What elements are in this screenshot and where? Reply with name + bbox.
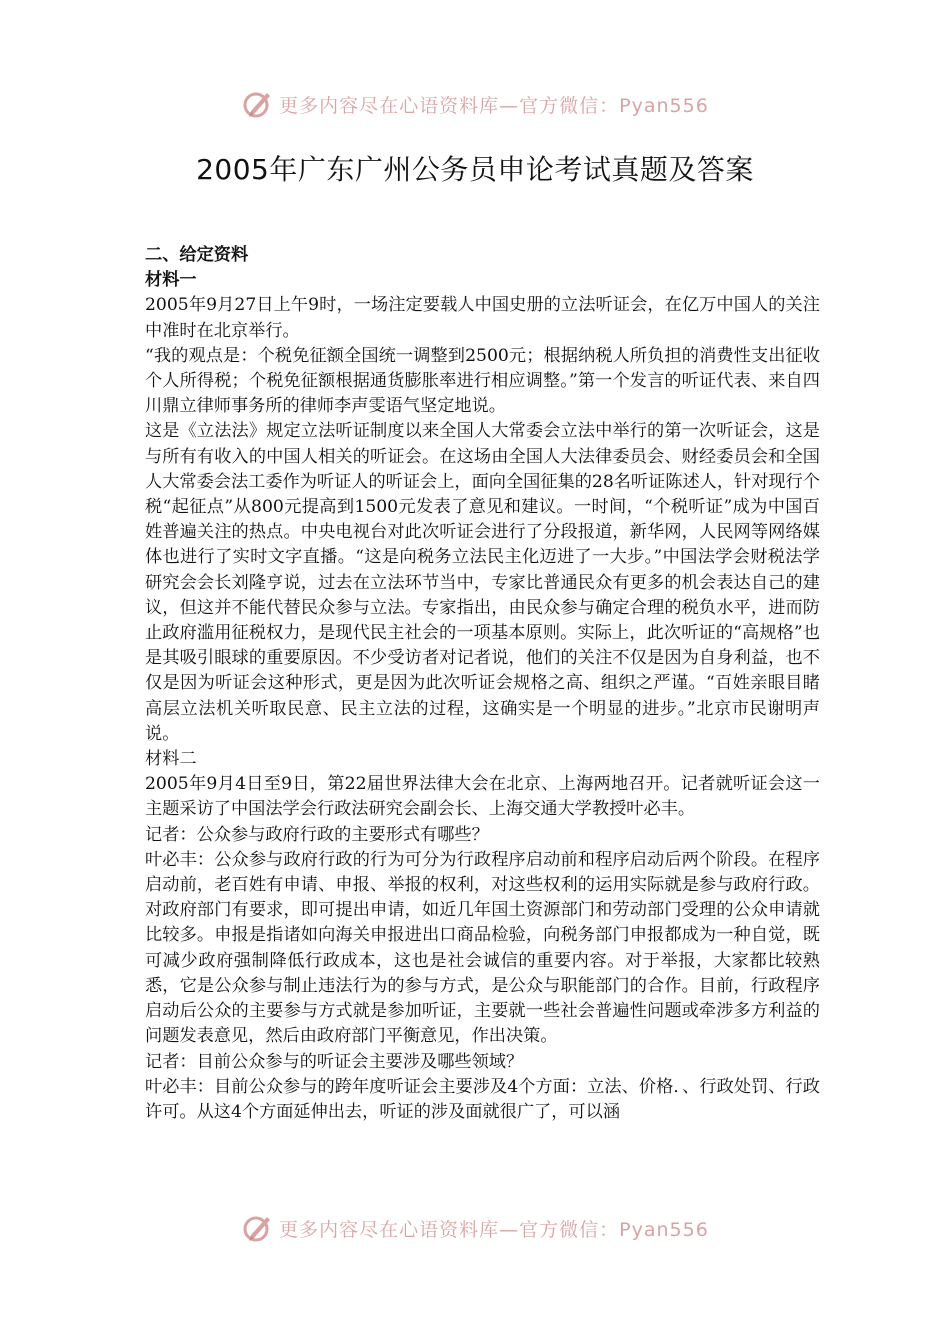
paragraph: 2005年9月27日上午9时，一场注定要载人中国史册的立法听证会，在亿万中国人的关注中准时在北京举行。 (145, 295, 820, 341)
paragraph: 2005年9月4日至9日，第22届世界法律大会在北京、上海两地召开。记者就听证会这一主题采访了中国法学会行政法研究会副会长、上海交通大学教授叶必丰。 (145, 774, 820, 820)
paragraph: 叶必丰：目前公众参与的跨年度听证会主要涉及4个方面：立法、价格．、行政处罚、行政许可。从这4个方面延伸出去，听证的涉及面就很广了，可以涵 (145, 1076, 820, 1122)
paragraph: “我的观点是：个税免征额全国统一调整到2500元；根据纳税人所负担的消费性支出征收个人所得税；个税免征额根据通货膨胀率进行相应调整。”第一个发言的听证代表、来自四川鼎立律师事务所的律师李声雯语气坚定地说。 (145, 345, 820, 417)
material-2-heading: 材料二 (145, 749, 197, 770)
document-body (145, 243, 820, 1125)
banner-text: 更多内容尽在心语资料库—官方微信：Pyan556 (279, 94, 709, 117)
pen-logo-icon (241, 87, 275, 121)
header-banner (0, 84, 950, 124)
section-heading: 二、给定资料 (145, 245, 249, 265)
paragraph: 这是《立法法》规定立法听证制度以来全国人大常委会立法中举行的第一次听证会，这是与所有有收入的中国人相关的听证会。在这场由全国人大法律委员会、财经委员会和全国人大常委会法工委作为听证人的听证会上，面向全国征集的28名听证陈述人，针对现行个税“起征点”从800元提高到1500元发表了意见和建议。一时间，“个税听证”成为中国百姓普遍关注的热点。中央电视台对此次听证会进行了分段报道，新华网，人民网等网络媒体也进行了实时文字直播。“这是向税务立法民主化迈进了一大步。”中国法学会财税法学研究会会长刘隆亨说，过去在立法环节当中，专家比普通民众有更多的机会表达自己的建议，但这并不能代替民众参与立法。专家指出，由民众参与确定合理的税负水平，进而防止政府滥用征税权力，是现代民主社会的一项基本原则。实际上，此次听证的“高规格”也是其吸引眼球的重要原因。不少受访者对记者说，他们的关注不仅是因为自身利益，也不仅是因为听证会这种形式，更是因为此次听证会规格之高、组织之严谨。“百姓亲眼目睹高层立法机关听取民意、民主立法的过程，这确实是一个明显的进步。”北京市民谢明声说。 (145, 421, 820, 744)
material-1-heading: 材料一 (145, 270, 197, 291)
paragraph: 记者：目前公众参与的听证会主要涉及哪些领域？ (145, 1051, 524, 1072)
banner-text: 更多内容尽在心语资料库—官方微信：Pyan556 (279, 1218, 709, 1241)
paragraph: 叶必丰：公众参与政府行政的行为可分为行政程序启动前和程序启动后两个阶段。在程序启动前，老百姓有申请、申报、举报的权利，对这些权利的运用实际就是参与政府行政。对政府部门有要求，即可提出申请，如近几年国土资源部门和劳动部门受理的公众申请就比较多。申报是指诸如向海关申报进出口商品检验，向税务部门申报都成为一种自觉，既可减少政府强制降低行政成本，这也是社会诚信的重要内容。对于举报，大家都比较熟悉，它是公众参与制止违法行为的参与方式，是公众与职能部门的合作。目前，行政程序启动后公众的主要参与方式就是参加听证，主要就一些社会普遍性问题或牵涉多方利益的问题发表意见，然后由政府部门平衡意见，作出决策。 (145, 849, 820, 1047)
document-title: 2005年广东广州公务员申论考试真题及答案 (196, 153, 754, 186)
footer-banner (0, 1208, 950, 1248)
paragraph: 记者：公众参与政府行政的主要形式有哪些？ (145, 824, 489, 845)
pen-logo-icon (241, 1211, 275, 1245)
